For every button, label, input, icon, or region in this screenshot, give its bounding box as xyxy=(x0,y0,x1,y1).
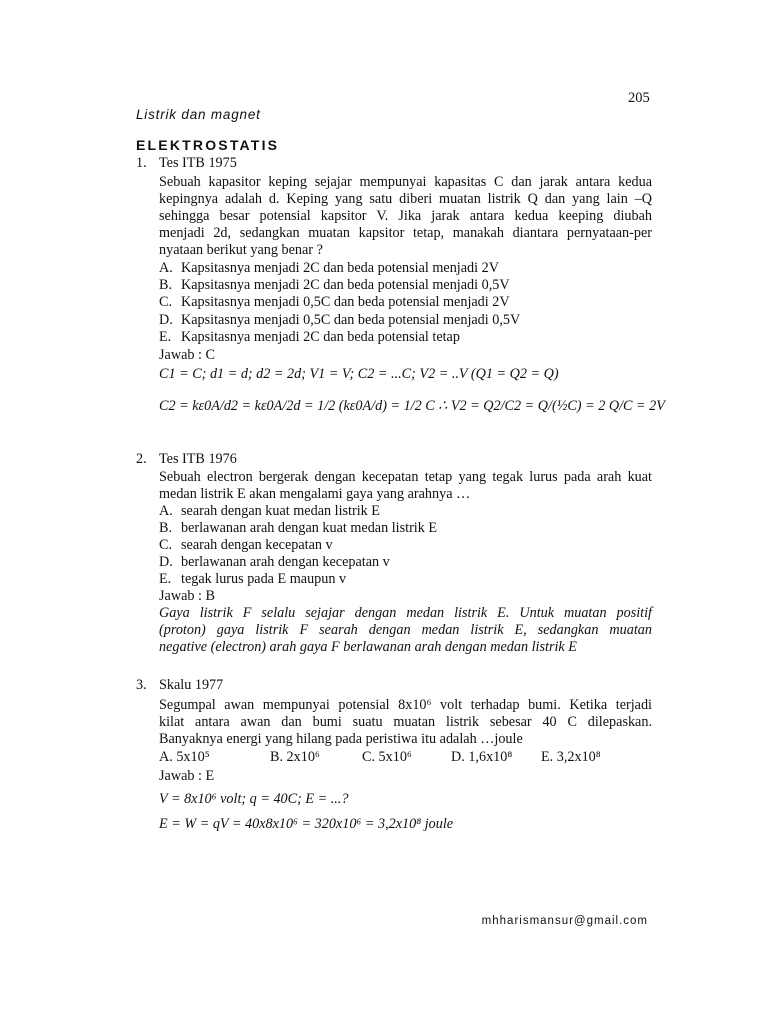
answer-label: Jawab : B xyxy=(159,588,215,604)
answer-label: Jawab : E xyxy=(159,768,215,784)
formula-line: C2 = kε0A/d2 = kε0A/2d = 1/2 (kε0A/d) = 1/2 C ∴ V2 = Q2/C2 = Q/(½C) = 2 Q/C = 2V xyxy=(159,398,665,414)
question-source: Tes ITB 1976 xyxy=(159,451,237,467)
question-number: 2. xyxy=(136,451,147,467)
choice: B. 2x10⁶ xyxy=(270,749,320,765)
section-title: ELEKTROSTATIS xyxy=(136,137,280,153)
question-source: Skalu 1977 xyxy=(159,677,224,693)
formula-line: C1 = C; d1 = d; d2 = 2d; V1 = V; C2 = ...C; V2 = ..V (Q1 = Q2 = Q) xyxy=(159,366,559,382)
formula-line: V = 8x10⁶ volt; q = 40C; E = ...? xyxy=(159,791,349,807)
option-text: Kapsitasnya menjadi 0,5C dan beda potensial menjadi 0,5V xyxy=(181,312,521,328)
option-letter: D. xyxy=(159,312,173,328)
option-letter: E. xyxy=(159,329,172,345)
question-text-line: medan listrik E akan mengalami gaya yang arahnya … xyxy=(159,486,471,502)
explanation-line: (proton) gaya listrik F searah dengan medan listrik E, sedangkan muatan xyxy=(159,622,652,638)
choice: D. 1,6x10⁸ xyxy=(451,749,513,765)
question-text-line: Sebuah kapasitor keping sejajar mempunyai kapasitas C dan jarak antara kedua xyxy=(159,174,652,190)
option-text: searah dengan kecepatan v xyxy=(181,537,333,553)
question-text-line: Banyaknya energi yang hilang pada peristiwa itu adalah …joule xyxy=(159,731,523,747)
option-text: Kapsitasnya menjadi 2C dan beda potensial menjadi 0,5V xyxy=(181,277,510,293)
option-text: Kapsitasnya menjadi 2C dan beda potensial menjadi 2V xyxy=(181,260,499,276)
option-text: Kapsitasnya menjadi 0,5C dan beda potensial menjadi 2V xyxy=(181,294,510,310)
question-text-line: menjadi 2d, sedangkan muatan kapsitor tetap, manakah diantara pernyataan-per xyxy=(159,225,652,241)
question-number: 3. xyxy=(136,677,147,693)
question-text-line: kilat antara awan dan bumi suatu muatan listrik sebesar 40 C dilepaskan. xyxy=(159,714,652,730)
question-number: 1. xyxy=(136,155,147,171)
explanation-line: negative (electron) arah gaya F berlawanan arah dengan medan listrik E xyxy=(159,639,577,655)
option-letter: D. xyxy=(159,554,173,570)
option-letter: A. xyxy=(159,260,173,276)
option-letter: E. xyxy=(159,571,172,587)
explanation-line: Gaya listrik F selalu sejajar dengan medan listrik E. Untuk muatan positif xyxy=(159,605,652,621)
choice: C. 5x10⁶ xyxy=(362,749,412,765)
question-text-line: Sebuah electron bergerak dengan kecepatan tetap yang tegak lurus pada arah kuat xyxy=(159,469,652,485)
option-text: berlawanan arah dengan kecepatan v xyxy=(181,554,390,570)
option-text: berlawanan arah dengan kuat medan listrik E xyxy=(181,520,438,536)
option-text: Kapsitasnya menjadi 2C dan beda potensial tetap xyxy=(181,329,460,345)
option-letter: C. xyxy=(159,537,173,553)
page-number: 205 xyxy=(628,90,650,106)
answer-label: Jawab : C xyxy=(159,347,215,363)
choice: E. 3,2x10⁸ xyxy=(541,749,601,765)
question-text-line: Segumpal awan mempunyai potensial 8x10⁶ volt terhadap bumi. Ketika terjadi xyxy=(159,697,652,713)
formula-line: E = W = qV = 40x8x10⁶ = 320x10⁶ = 3,2x10⁸ joule xyxy=(159,816,454,832)
option-letter: A. xyxy=(159,503,173,519)
chapter-title: Listrik dan magnet xyxy=(136,107,261,122)
option-text: searah dengan kuat medan listrik E xyxy=(181,503,380,519)
option-text: tegak lurus pada E maupun v xyxy=(181,571,347,587)
choice: A. 5x10⁵ xyxy=(159,749,210,765)
question-text-line: sehingga besar potensial kapsitor V. Jika jarak antara kedua keeping diubah xyxy=(159,208,652,224)
question-text-line: kepingnya adalah d. Keping yang satu diberi muatan listrik Q dan yang lain –Q xyxy=(159,191,652,207)
option-letter: C. xyxy=(159,294,173,310)
question-text-line: nyataan berikut yang benar ? xyxy=(159,242,323,258)
option-letter: B. xyxy=(159,520,173,536)
footer-email: mhharismansur@gmail.com xyxy=(481,915,648,927)
question-source: Tes ITB 1975 xyxy=(159,155,237,171)
option-letter: B. xyxy=(159,277,173,293)
